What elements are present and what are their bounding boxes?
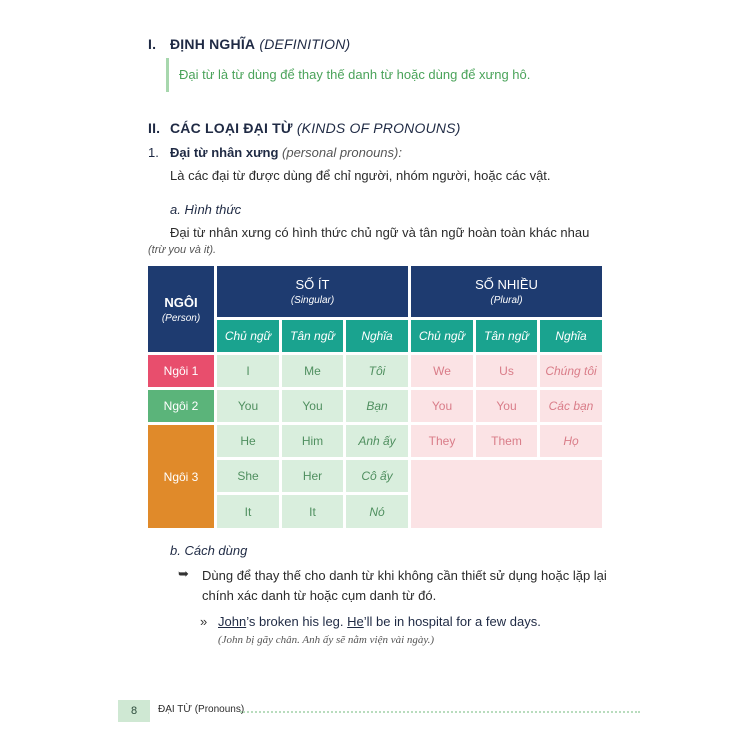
table-cell: Him [282,425,343,457]
table-cell: Tôi [346,355,408,387]
table-cell: Her [282,460,343,492]
table-cell: Họ [540,425,602,457]
table-cell: Các bạn [540,390,602,422]
row-label-person-3: Ngôi 3 [148,425,214,528]
example-john: John [218,614,247,629]
plural-header-en: (Plural) [490,295,523,306]
example-marker: » [200,614,208,629]
singular-header-vn: SỐ ÍT [295,277,330,292]
col-meaning-plural: Nghĩa [540,320,602,352]
example-he: He [347,614,364,629]
singular-header [217,266,408,317]
section-number: II. [148,120,161,136]
row-label-person-1: Ngôi 1 [148,355,214,387]
table-empty-cell [411,460,602,528]
table-cell: Nó [346,495,408,528]
table-cell: Us [476,355,537,387]
table-cell: Chúng tôi [540,355,602,387]
section-number: I. [148,36,157,52]
subsection-1-heading [148,145,402,160]
col-subject-singular: Chủ ngữ [217,320,279,352]
arrow-icon: ➥ [178,566,189,581]
table-cell: Anh ấy [346,425,408,457]
table-cell: They [411,425,473,457]
example-end: ’ll be in hospital for a few days. [363,614,541,629]
part-b-label: b. Cách dùng [170,543,248,558]
table-cell: It [217,495,279,528]
table-cell: I [217,355,279,387]
table-cell: It [282,495,343,528]
section-title-en: (DEFINITION) [259,36,351,52]
plural-header-vn: SỐ NHIỀU [475,277,538,292]
person-header [148,266,214,352]
section-1-heading [148,36,350,52]
col-meaning-singular: Nghĩa [346,320,408,352]
footer-title: ĐẠI TỪ (Pronouns) [158,704,245,715]
subsection-title-en: (personal pronouns): [282,145,402,160]
definition-text: Đại từ là từ dùng để thay thế danh từ hoặc dùng để xưng hô. [179,67,531,82]
subsection-title-vn: Đại từ nhân xưng [170,145,279,160]
example-mid: ’s broken his leg. [246,614,348,629]
definition-box [166,58,586,92]
section-title-en: (KINDS OF PRONOUNS) [296,120,461,136]
form-note: (trừ you và it). [148,244,217,256]
table-cell: You [282,390,343,422]
footer-divider [240,711,640,713]
singular-header-en: (Singular) [290,295,335,306]
table-cell: You [217,390,279,422]
table-cell: He [217,425,279,457]
table-cell: Them [476,425,537,457]
table-cell: Cô ấy [346,460,408,492]
col-object-singular: Tân ngữ [282,320,343,352]
table-cell: You [411,390,473,422]
col-object-plural: Tân ngữ [476,320,537,352]
table-cell: She [217,460,279,492]
plural-header [411,266,602,317]
table-cell: We [411,355,473,387]
page-number: 8 [118,700,150,722]
example-translation: (John bị gãy chân. Anh ấy sẽ nằm viện vài ngày.) [218,634,435,646]
part-a-label: a. Hình thức [170,202,242,217]
person-header-en: (Person) [161,312,201,324]
table-cell: Bạn [346,390,408,422]
subsection-number: 1. [148,145,159,160]
form-text: Đại từ nhân xưng có hình thức chủ ngữ và tân ngữ hoàn toàn khác nhau [170,225,590,240]
person-header-vn: NGÔI [164,294,198,310]
section-2-heading [148,120,461,136]
example-sentence [218,614,541,629]
section-title-vn: ĐỊNH NGHĨA [170,36,256,52]
row-label-person-2: Ngôi 2 [148,390,214,422]
subsection-description: Là các đại từ được dùng để chỉ người, nhóm người, hoặc các vật. [170,168,551,183]
usage-text: Dùng để thay thế cho danh từ khi không cần thiết sử dụng hoặc lặp lại chính xác danh từ hoặc cụm danh từ đó. [202,568,607,603]
table-cell: Me [282,355,343,387]
table-cell: You [476,390,537,422]
col-subject-plural: Chủ ngữ [411,320,473,352]
section-title-vn: CÁC LOẠI ĐẠI TỪ [170,120,293,136]
